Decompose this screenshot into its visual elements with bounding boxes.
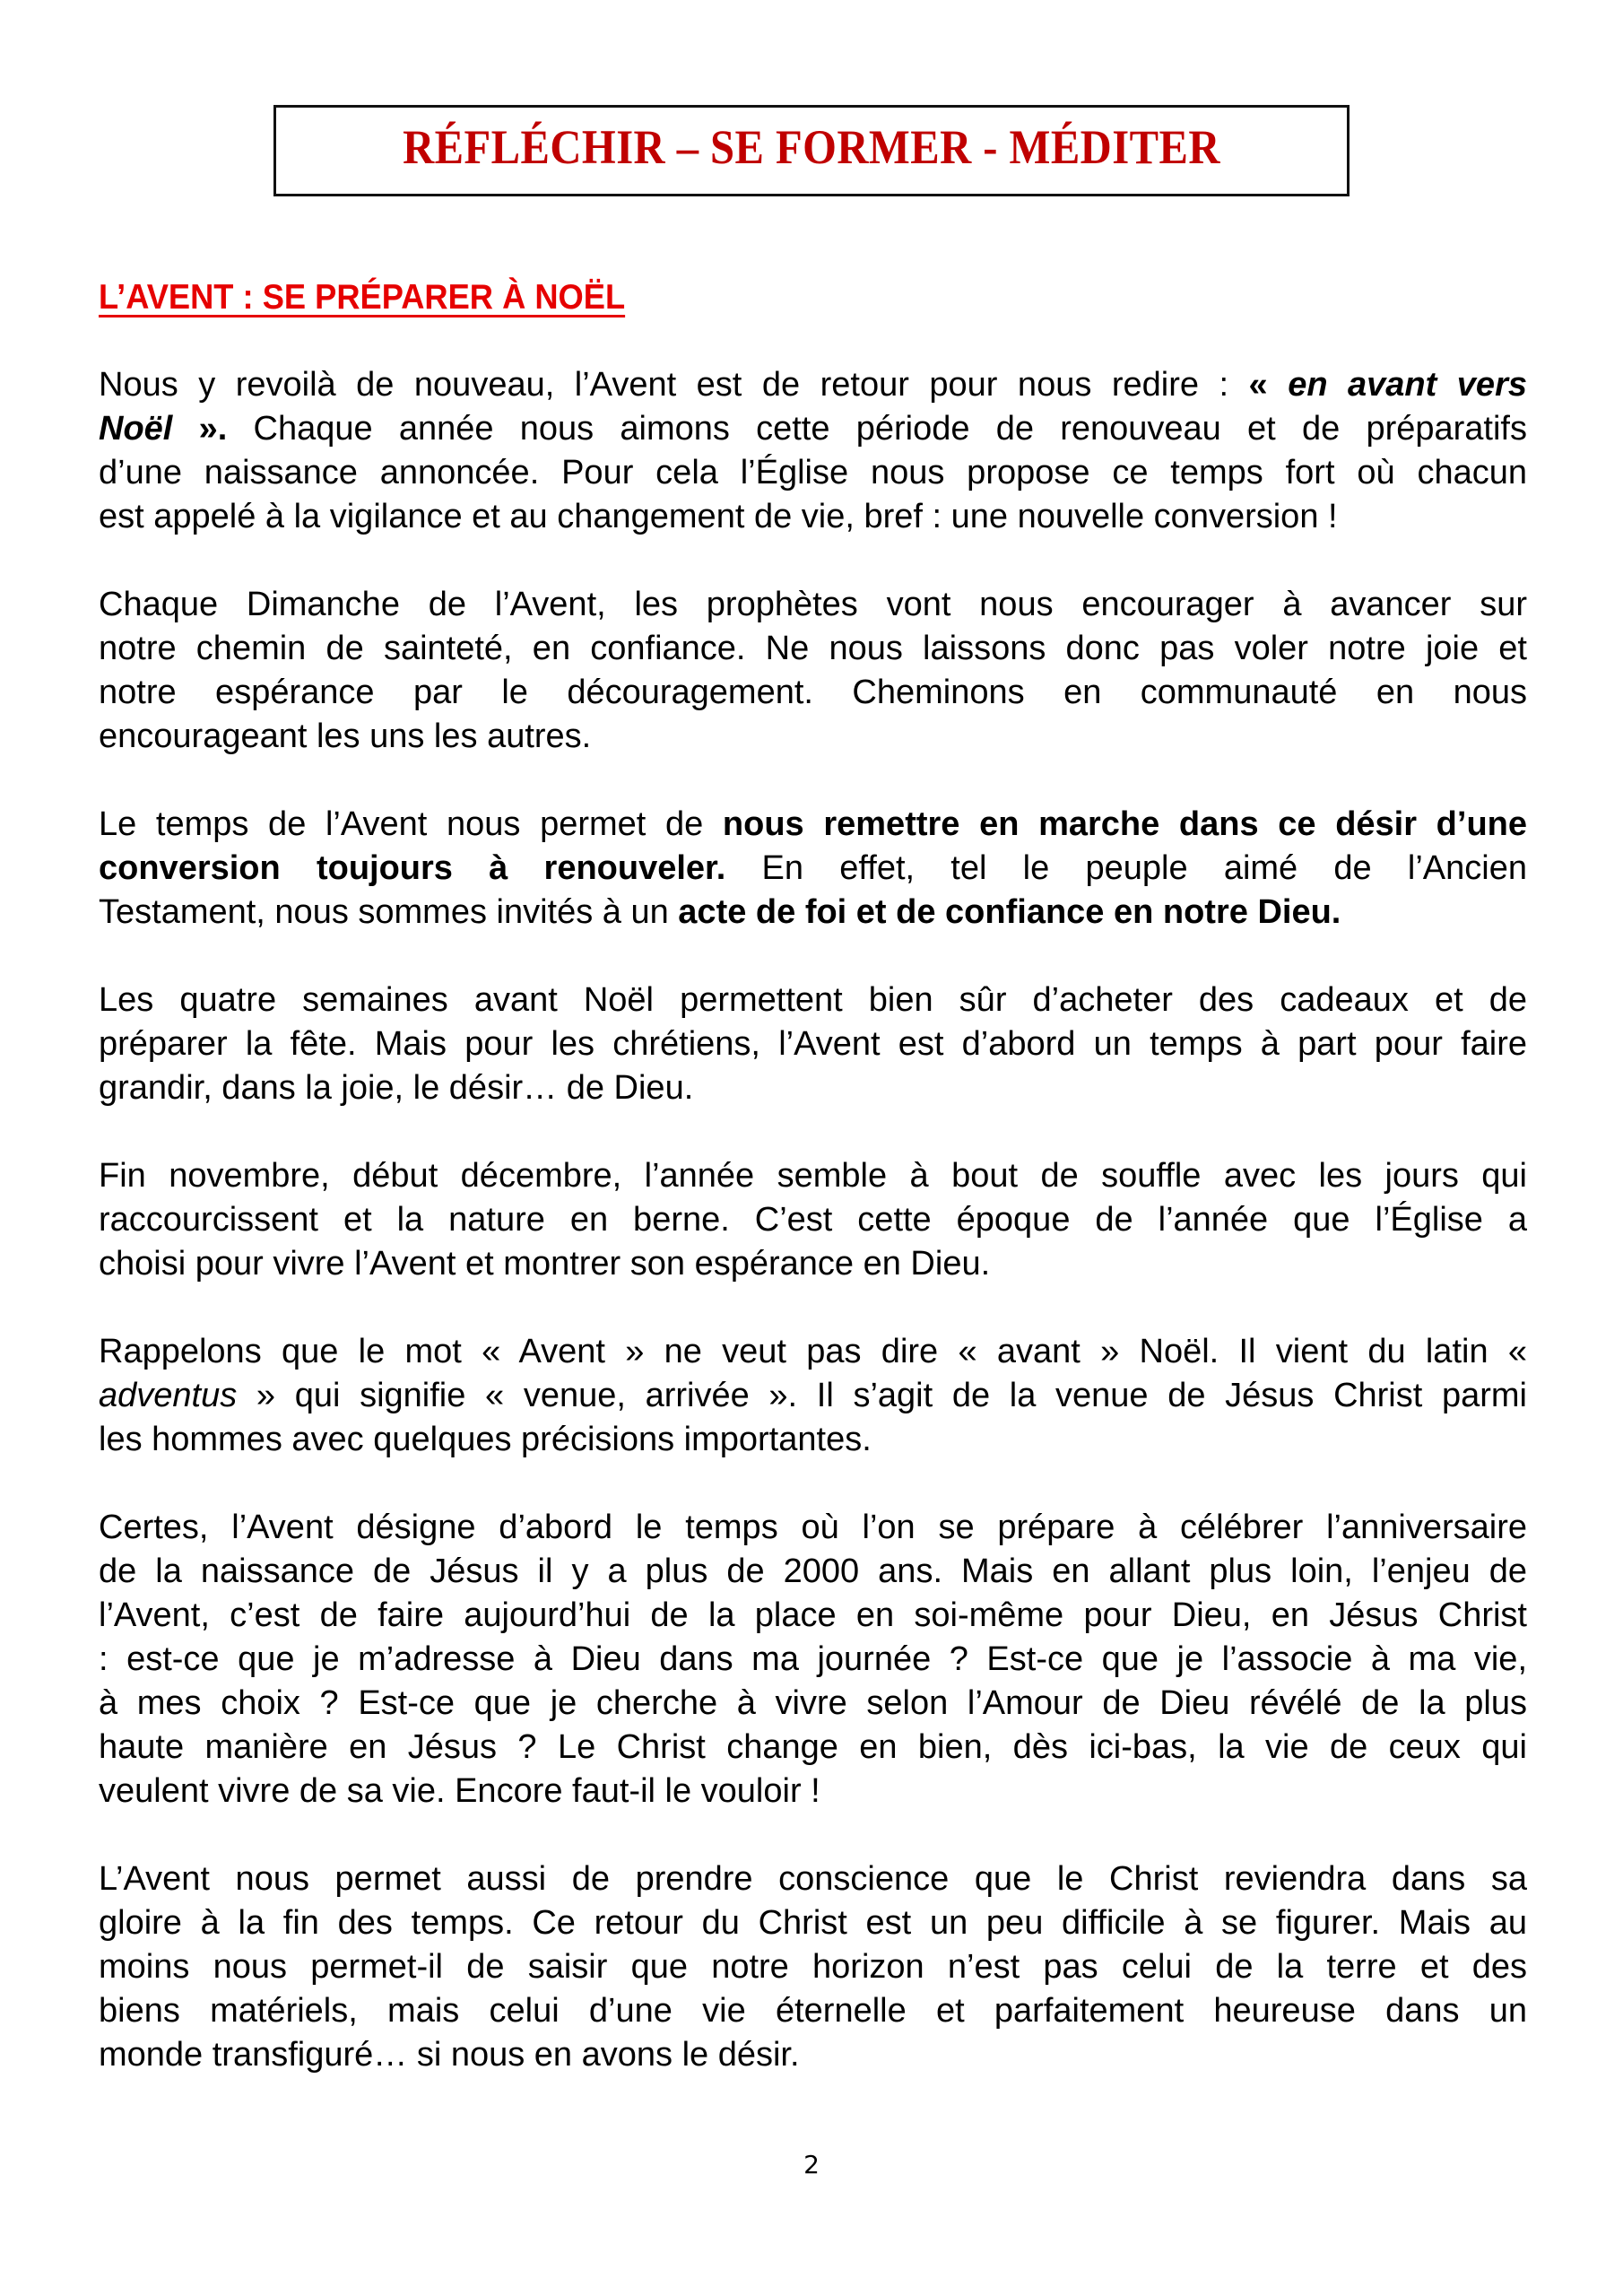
text-line bbox=[99, 891, 1527, 935]
text-segment: Fin novembre, début décembre, l’année semble à bout de souffle avec les jours qui bbox=[99, 1157, 1527, 1195]
text-line bbox=[99, 1506, 1527, 1550]
text-segment: encourageant les uns les autres. bbox=[99, 718, 592, 755]
paragraph bbox=[99, 1154, 1527, 1286]
text-line bbox=[99, 1374, 1527, 1418]
bold-text: acte de foi et de confiance en notre Dieu. bbox=[678, 893, 1341, 931]
paragraph bbox=[99, 1506, 1527, 1813]
text-line bbox=[99, 803, 1527, 847]
page-title: RÉFLÉCHIR – SE FORMER - MÉDITER bbox=[403, 120, 1220, 174]
paragraph bbox=[99, 978, 1527, 1110]
text-segment: grandir, dans la joie, le désir… de Dieu. bbox=[99, 1069, 694, 1107]
italic-text: adventus bbox=[99, 1377, 238, 1414]
bold-text: « bbox=[1248, 366, 1289, 404]
text-line bbox=[99, 1901, 1527, 1945]
text-line bbox=[99, 495, 1527, 539]
text-segment: Testament, nous sommes invités à un bbox=[99, 893, 679, 931]
text-segment: l’Avent, c’est de faire aujourd’hui de la place en soi-même pour Dieu, en Jésus Christ bbox=[99, 1596, 1527, 1634]
text-segment: Chaque année nous aimons cette période de renouveau et de préparatifs bbox=[227, 410, 1527, 448]
text-segment: Nous y revoilà de nouveau, l’Avent est de retour pour nous redire : bbox=[99, 366, 1249, 404]
text-segment: haute manière en Jésus ? Le Christ change en bien, dès ici-bas, la vie de ceux qui bbox=[99, 1728, 1527, 1766]
text-line bbox=[99, 1066, 1527, 1110]
text-line bbox=[99, 1418, 1527, 1462]
text-segment: moins nous permet-il de saisir que notre horizon n’est pas celui de la terre et des bbox=[99, 1948, 1527, 1986]
text-line bbox=[99, 1550, 1527, 1594]
paragraph bbox=[99, 583, 1527, 759]
text-segment: notre espérance par le découragement. Cheminons en communauté en nous bbox=[99, 674, 1527, 711]
text-line bbox=[99, 671, 1527, 715]
section-heading: L’AVENT : SE PRÉPARER À NOËL bbox=[99, 278, 626, 317]
text-line bbox=[99, 1242, 1527, 1286]
text-segment: est appelé à la vigilance et au changement de vie, bref : une nouvelle conversion ! bbox=[99, 498, 1338, 535]
text-segment: choisi pour vivre l’Avent et montrer son espérance en Dieu. bbox=[99, 1245, 991, 1283]
text-segment: Le temps de l’Avent nous permet de bbox=[99, 805, 723, 843]
text-segment: : est-ce que je m’adresse à Dieu dans ma journée ? Est-ce que je l’associe à ma vie, bbox=[99, 1640, 1527, 1678]
text-line bbox=[99, 451, 1527, 495]
text-line bbox=[99, 363, 1527, 407]
text-line bbox=[99, 2033, 1527, 2077]
text-segment: Chaque Dimanche de l’Avent, les prophètes vont nous encourager à avancer sur bbox=[99, 586, 1527, 623]
text-segment: En effet, tel le peuple aimé de l’Ancien bbox=[725, 849, 1527, 887]
text-segment: monde transfiguré… si nous en avons le désir. bbox=[99, 2036, 800, 2074]
text-segment: d’une naissance annoncée. Pour cela l’Église nous propose ce temps fort où chacun bbox=[99, 454, 1527, 491]
text-line bbox=[99, 583, 1527, 627]
title-box bbox=[273, 105, 1350, 196]
text-line bbox=[99, 1770, 1527, 1813]
text-line bbox=[99, 978, 1527, 1022]
text-line bbox=[99, 407, 1527, 451]
bold-text: conversion toujours à renouveler. bbox=[99, 849, 726, 887]
text-line bbox=[99, 1857, 1527, 1901]
text-line bbox=[99, 1594, 1527, 1638]
text-segment: Certes, l’Avent désigne d’abord le temps où l’on se prépare à célébrer l’anniversaire bbox=[99, 1509, 1527, 1546]
text-segment: Les quatre semaines avant Noël permettent bien sûr d’acheter des cadeaux et de bbox=[99, 981, 1527, 1019]
text-segment: biens matériels, mais celui d’une vie éternelle et parfaitement heureuse dans un bbox=[99, 1992, 1527, 2030]
article-body bbox=[99, 363, 1527, 2121]
text-line bbox=[99, 1945, 1527, 1989]
paragraph bbox=[99, 1330, 1527, 1462]
bold-text: ». bbox=[172, 410, 228, 448]
text-line bbox=[99, 1330, 1527, 1374]
text-line bbox=[99, 1726, 1527, 1770]
paragraph bbox=[99, 803, 1527, 935]
page-number: 2 bbox=[803, 2150, 820, 2179]
text-line bbox=[99, 1638, 1527, 1682]
paragraph bbox=[99, 363, 1527, 539]
text-segment: veulent vivre de sa vie. Encore faut-il le vouloir ! bbox=[99, 1772, 820, 1810]
text-segment: les hommes avec quelques précisions importantes. bbox=[99, 1421, 872, 1458]
text-line bbox=[99, 1154, 1527, 1198]
text-line bbox=[99, 627, 1527, 671]
text-segment: préparer la fête. Mais pour les chrétiens, l’Avent est d’abord un temps à part pour faire bbox=[99, 1025, 1527, 1063]
text-line bbox=[99, 1198, 1527, 1242]
text-line bbox=[99, 1682, 1527, 1726]
text-line bbox=[99, 847, 1527, 891]
text-segment: à mes choix ? Est-ce que je cherche à vivre selon l’Amour de Dieu révélé de la plus bbox=[99, 1684, 1527, 1722]
text-segment: de la naissance de Jésus il y a plus de 2000 ans. Mais en allant plus loin, l’enjeu de bbox=[99, 1552, 1527, 1590]
text-segment: L’Avent nous permet aussi de prendre conscience que le Christ reviendra dans sa bbox=[99, 1860, 1527, 1898]
text-segment: » qui signifie « venue, arrivée ». Il s’agit de la venue de Jésus Christ parmi bbox=[237, 1377, 1527, 1414]
paragraph bbox=[99, 1857, 1527, 2077]
text-segment: gloire à la fin des temps. Ce retour du Christ est un peu difficile à se figurer. Mais au bbox=[99, 1904, 1527, 1942]
bold-text: nous remettre en marche dans ce désir d’une bbox=[722, 805, 1528, 843]
text-segment: raccourcissent et la nature en berne. C’est cette époque de l’année que l’Église a bbox=[99, 1201, 1527, 1239]
text-line bbox=[99, 1022, 1527, 1066]
bold-italic-text: Noël bbox=[99, 410, 173, 448]
text-segment: notre chemin de sainteté, en confiance. Ne nous laissons donc pas voler notre joie et bbox=[99, 630, 1527, 667]
bold-italic-text: en avant vers bbox=[1288, 366, 1527, 404]
text-line bbox=[99, 1989, 1527, 2033]
text-line bbox=[99, 715, 1527, 759]
text-segment: Rappelons que le mot « Avent » ne veut pas dire « avant » Noël. Il vient du latin « bbox=[99, 1333, 1527, 1370]
